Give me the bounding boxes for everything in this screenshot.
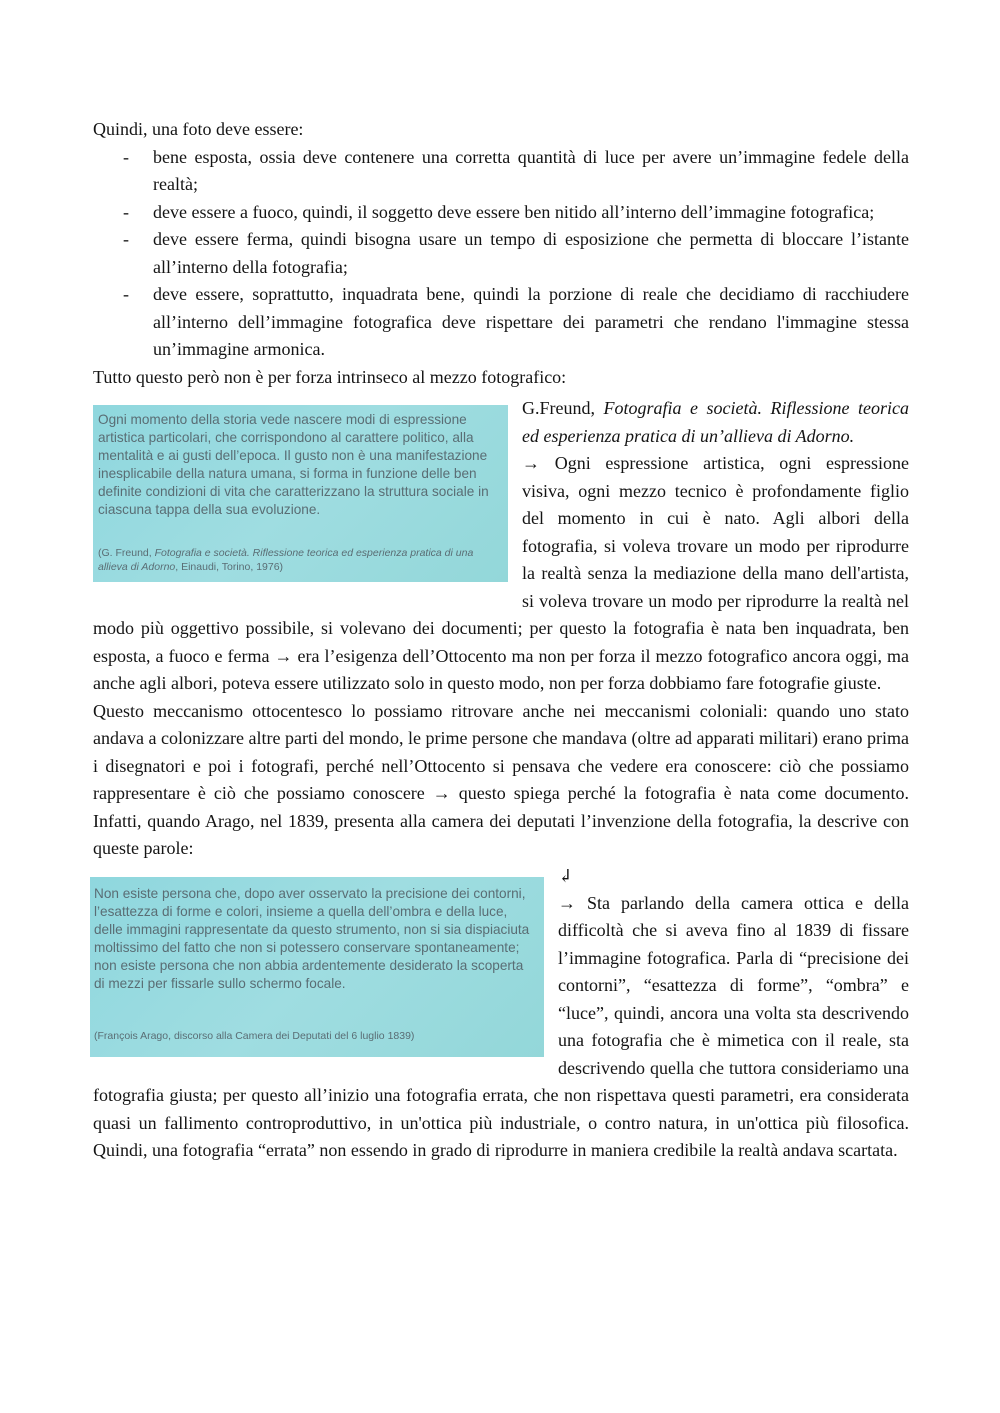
list-item-text: deve essere, soprattutto, inquadrata bene, quindi la porzione di reale che decidiamo di racchiudere all’interno dell’immagine fotografica deve rispettare dei parametri che rendano l'immagine stessa un’immagine armonica. — [153, 284, 909, 359]
arago-quote-text: Non esiste persona che, dopo aver osservato la precisione dei contorni, l’esattezza di forme e colori, insieme a quella dell’ombra e della luce, delle immagini rappresentate da questo strumento, non si sia dispiaciuta moltissimo del fatto che non si potessero conservare spontaneamente; non esiste persona che non abbia ardentemente desiderato la scoperta di mezzi per fissarle sullo schermo focale. — [94, 885, 530, 991]
citation-suffix: , Einaudi, Torino, 1976) — [175, 561, 284, 573]
bullet-dash: - — [123, 146, 129, 167]
arago-quote-image — [90, 877, 544, 1057]
list-item — [93, 226, 909, 281]
arago-commentary: → Sta parlando della camera ottica e della difficoltà che si aveva fino al 1839 di fissare l’immagine fotografica. Parla di “precisione dei contorni”, “esattezza di forme”, “ombra” e “luce”, quindi, ancora una volta sta descrivendo una fotografia che è mimetica con il reale, sta descrivendo quella che tuttora consideriamo una fotografia giusta; per questo all’inizio una fotografia errata, che non rispettava questi parametri, era considerata quasi un fallimento controproduttivo, in un'ottica più industriale, o contro natura, in un'ottica più filosofica. Quindi, una fotografia “errata” non essendo in grado di riprodurre in maniera credibile la realtà andava scartata. — [93, 892, 909, 1160]
arago-quote-citation: (François Arago, discorso alla Camera dei Deputati del 6 luglio 1839) — [94, 1029, 415, 1042]
list-item — [93, 199, 909, 227]
list-item-text: deve essere ferma, quindi bisogna usare un tempo di esposizione che permetta di bloccare l’istante all’interno della fotografia; — [153, 229, 909, 277]
freund-commentary: → Ogni espressione artistica, ogni espressione visiva, ogni mezzo tecnico è profondamente figlio del momento in cui è nato. Agli albori della fotografia, si voleva trovare un modo per riprodurre la realtà senza la mediazione della mano dell'artista, si voleva trovare un modo per riprodurre la realtà nel modo più oggettivo possibile, si volevano dei documenti; per questo la fotografia è nata ben inquadrata, ben esposta, a fuoco e ferma → era l’esigenza dell’Ottocento ma non per forza il mezzo fotografico ancora oggi, ma anche agli albori, poteva essere utilizzato solo in questo modo, non per forza dobbiamo fare fotografie giuste. — [93, 453, 909, 693]
bullet-dash: - — [123, 229, 129, 249]
return-arrow-icon: ↲ — [558, 865, 574, 886]
intro-line: Quindi, una foto deve essere: — [93, 119, 304, 139]
list-item-text: bene esposta, ossia deve contenere una corretta quantità di luce per avere un’immagine fedele della realtà; — [153, 146, 909, 194]
list-item — [93, 144, 909, 199]
freund-quote-text: Ogni momento della storia vede nascere modi di espressione artistica particolari, che corrispondono al carattere politico, alla mentalità e ai gusti dell’epoca. Il gusto non è una manifestazione inesplicabile della natura umana, si forma in funzione delle ben definite condizioni di vita che caratterizzano la struttura sociale in ciascuna tappa della sua evoluzione. — [98, 412, 489, 517]
freund-author: G.Freund, — [522, 398, 604, 418]
bullet-dash: - — [123, 284, 129, 304]
list-item — [93, 281, 909, 364]
list-item-text: deve essere a fuoco, quindi, il soggetto deve essere ben nitido all’interno dell’immagine fotografica; — [153, 201, 875, 222]
requirements-list — [93, 144, 909, 364]
transition-line: Tutto questo però non è per forza intrinseco al mezzo fotografico: — [93, 366, 567, 387]
document-page — [93, 116, 909, 1165]
colonial-paragraph: Questo meccanismo ottocentesco lo possiamo ritrovare anche nei meccanismi coloniali: quando uno stato andava a colonizzare altre parti del mondo, le prime persone che mandava (oltre ad apparati militari) erano prima i disegnatori e poi i fotografi, perché nell’Ottocento si pensava che vedere era conoscere: ciò che possiamo rappresentare è ciò che possiamo conoscere → questo spiega perché la fotografia è nata come documento. Infatti, quando Arago, nel 1839, presenta alla camera dei deputati l’invenzione della fotografia, la descrive con queste parole: — [93, 700, 909, 858]
citation-prefix: (G. Freund, — [98, 547, 155, 559]
freund-quote-citation — [98, 546, 500, 574]
bullet-dash: - — [123, 201, 129, 222]
freund-book-title: Fotografia e società. Riflessione teorica ed esperienza pratica di un’allieva di Adorno. — [522, 398, 910, 446]
freund-quote-image — [93, 405, 508, 582]
citation-title: Fotografia e società. Riflessione teorica ed esperienza pratica di una allieva di Adorno — [98, 547, 474, 573]
